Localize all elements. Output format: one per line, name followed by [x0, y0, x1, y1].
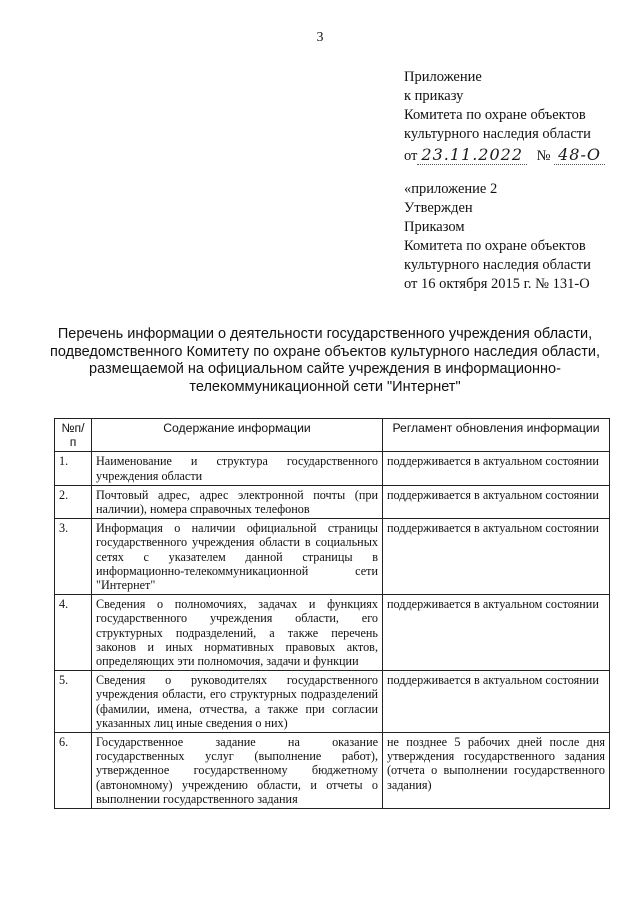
appendix-line-2: к приказу	[404, 88, 464, 104]
information-table	[54, 418, 610, 809]
approved-line-2: Утвержден	[404, 200, 473, 216]
approved-line-1: «приложение 2	[404, 181, 498, 197]
row-number: 3.	[55, 519, 92, 595]
handwritten-number: 48-О	[554, 145, 605, 165]
row-content: Наименование и структура государственного учреждения области	[92, 452, 383, 485]
approved-line-4: Комитета по охране объектов	[404, 238, 586, 254]
title-line-3: размещаемой на официальном сайте учреждения в информационно-	[89, 361, 561, 377]
table-row	[55, 485, 610, 518]
row-content: Сведения о руководителях государственного учреждения области, его структурных подразделений (фамилии, имена, отчества, а также при согласии указанных лиц иные сведения о них)	[92, 671, 383, 733]
row-rule: не позднее 5 рабочих дней после дня утверждения государственного задания (отчета о выполнении государственного задания)	[383, 733, 610, 809]
row-content: Государственное задание на оказание государственных услуг (выполнение работ), утвержденное государственному бюджетному (автономному) учреждению области, и отчеты о выполнении государственного задания	[92, 733, 383, 809]
row-content: Почтовый адрес, адрес электронной почты (при наличии), номера справочных телефонов	[92, 485, 383, 518]
header-number: №п/п	[55, 419, 92, 452]
row-content: Информация о наличии официальной страницы государственного учреждения области в социальных сетях с указателем данной страницы в информационно-телекоммуникационной сети "Интернет"	[92, 519, 383, 595]
table-row	[55, 452, 610, 485]
title-line-2: подведомственного Комитету по охране объектов культурного наследия области,	[50, 343, 600, 360]
row-rule: поддерживается в актуальном состоянии	[383, 485, 610, 518]
table-row	[55, 671, 610, 733]
row-number: 1.	[55, 452, 92, 485]
row-number: 5.	[55, 671, 92, 733]
approved-line-6: от 16 октября 2015 г. № 131-О	[404, 276, 590, 292]
approved-block	[404, 180, 591, 294]
approved-line-3: Приказом	[404, 219, 465, 235]
row-content: Сведения о полномочиях, задачах и функциях государственного учреждения области, его структурных подразделений, а также перечень законов и иных нормативных правовых актов, определяющих эти полномочия, задачи и функции	[92, 595, 383, 671]
row-number: 6.	[55, 733, 92, 809]
table-header-row	[55, 419, 610, 452]
approved-line-5: культурного наследия области	[404, 257, 591, 273]
page-number: 3	[316, 30, 324, 45]
document-title	[40, 326, 610, 396]
header-content: Содержание информации	[92, 419, 383, 452]
table-row	[55, 595, 610, 671]
header-rule: Регламент обновления информации	[383, 419, 610, 452]
appendix-line-4: культурного наследия области	[404, 126, 591, 142]
row-rule: поддерживается в актуальном состоянии	[383, 671, 610, 733]
number-prefix: №	[536, 148, 551, 164]
row-number: 4.	[55, 595, 92, 671]
date-prefix: от	[404, 148, 418, 164]
appendix-line-3: Комитета по охране объектов	[404, 107, 586, 123]
table-row	[55, 733, 610, 809]
appendix-block	[404, 68, 605, 166]
row-rule: поддерживается в актуальном состоянии	[383, 595, 610, 671]
appendix-date-line	[404, 145, 605, 166]
row-rule: поддерживается в актуальном состоянии	[383, 519, 610, 595]
row-rule: поддерживается в актуальном состоянии	[383, 452, 610, 485]
title-line-4: телекоммуникационной сети "Интернет"	[189, 378, 461, 395]
row-number: 2.	[55, 485, 92, 518]
table-row	[55, 519, 610, 595]
handwritten-date: 23.11.2022	[417, 145, 527, 165]
title-line-1: Перечень информации о деятельности государственного учреждения области,	[57, 326, 593, 342]
appendix-line-1: Приложение	[404, 69, 482, 85]
